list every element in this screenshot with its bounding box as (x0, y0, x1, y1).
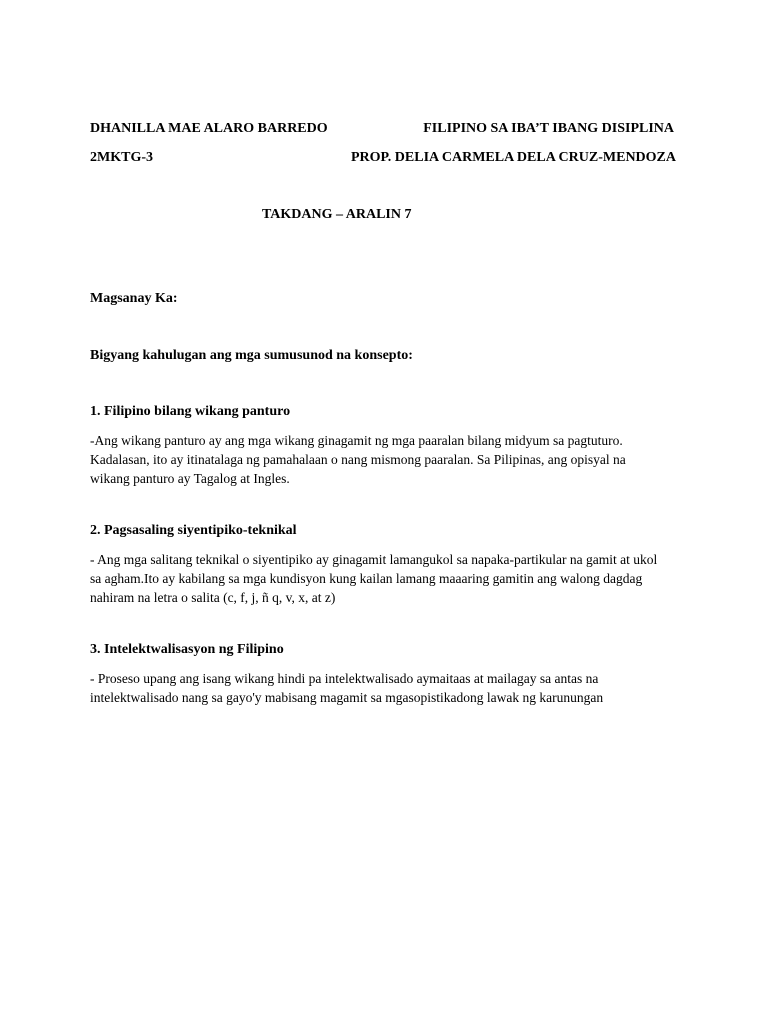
item-1-line-3: wikang panturo ay Tagalog at Ingles. (90, 471, 290, 486)
item-1-line-1: -Ang wikang panturo ay ang mga wikang ginagamit ng mga paaralan bilang midyum sa pagtuturo. (90, 433, 623, 448)
item-2-line-1: - Ang mga salitang teknikal o siyentipiko ay ginagamit lamangukol sa napaka-partikular na gamit at ukol (90, 552, 658, 567)
item-heading-2: 2. Pagsasaling siyentipiko-teknikal (90, 523, 297, 538)
professor-name: PROP. DELIA CARMELA DELA CRUZ-MENDOZA (350, 150, 676, 165)
item-3-line-2: intelektwalisado nang sa gayo'y mabisang magamit sa mgasopistikadong lawak ng karunungan (90, 690, 604, 705)
student-name: DHANILLA MAE ALARO BARREDO (90, 121, 328, 136)
item-body-1 (90, 431, 690, 488)
item-heading-3: 3. Intelektwalisasyon ng Filipino (90, 642, 284, 657)
section-code: 2MKTG-3 (90, 150, 153, 165)
exercise-label: Magsanay Ka: (90, 291, 178, 306)
instruction-text: Bigyang kahulugan ang mga sumusunod na konsepto: (90, 348, 413, 363)
item-3-line-1: - Proseso upang ang isang wikang hindi pa intelektwalisado aymaitaas at mailagay sa antas na (90, 671, 599, 686)
subject-name: FILIPINO SA IBA’T IBANG DISIPLINA (423, 121, 674, 136)
item-2-line-3: nahiram na letra o salita (c, f, j, ñ q, v, x, at z) (90, 590, 336, 605)
item-2-line-2: sa agham.Ito ay kabilang sa mga kundisyon kung kailan lamang maaaring gamitin ang walong dagdag (90, 571, 643, 586)
item-heading-1: 1. Filipino bilang wikang panturo (90, 404, 291, 419)
item-body-3 (90, 669, 690, 707)
item-body-2 (90, 550, 690, 607)
item-1-line-2: Kadalasan, ito ay itinatalaga ng pamahalaan o nang mismong paaralan. Sa Pilipinas, ang opisyal na (90, 452, 626, 467)
page-title: TAKDANG – ARALIN 7 (262, 207, 412, 222)
